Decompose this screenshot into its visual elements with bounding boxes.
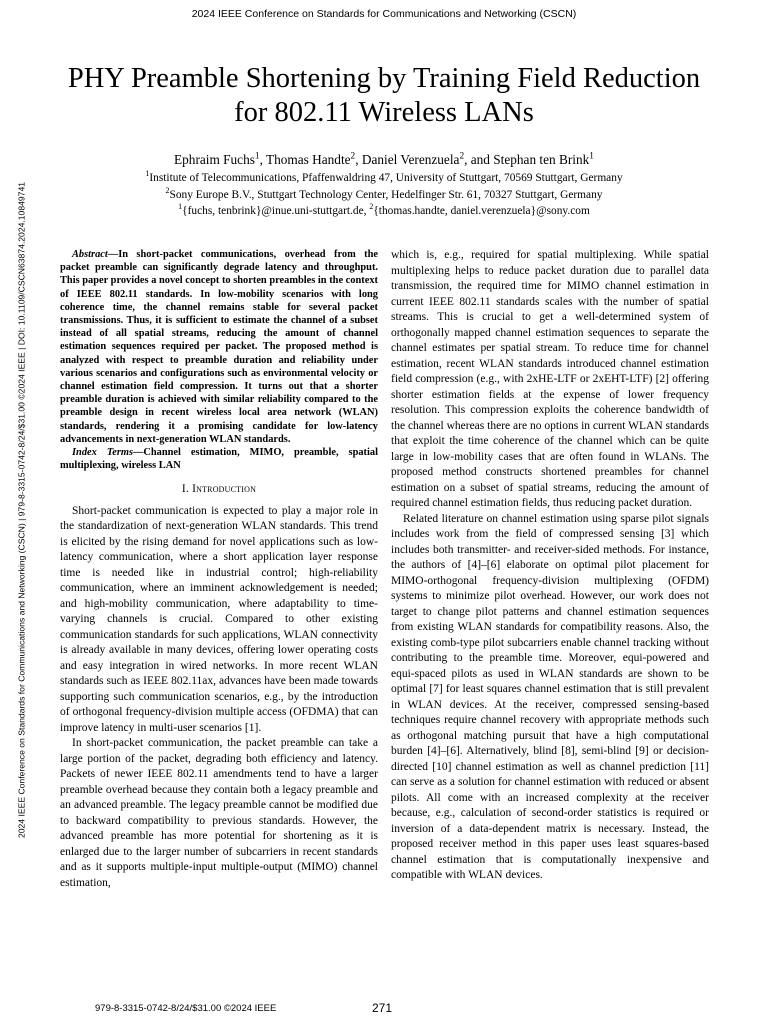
affiliation-1 <box>60 169 708 184</box>
author-sup: 1 <box>254 151 260 162</box>
intro-paragraph-2: In short-packet communication, the packet preamble can take a large portion of the packet, degrading both efficiency and latency. Packets of newer IEEE 802.11 amendments tend to have a larger preamble overhead because they contain both a legacy preamble and an advanced preamble. The legacy preamble cannot be modified due to backward compatibility to previous standards. However, the advanced preamble has more potential for shortening as it is enlarged due to the larger number of subcarriers in recent standards and as it supports multiple-input multiple-output (MIMO) channel estimation, <box>60 737 378 889</box>
author-sup: 1 <box>589 151 594 162</box>
intro-paragraph-1: Short-packet communication is expected to play a major role in the standardization of next-generation WLAN standards. This trend is elicited by the rising demand for novel applications such as low-latency communication, where a short application layer response time is needed like in industrial control; high-reliability communication, where an imminent acknowledgement is needed; and high-mobility communication, where adaptability to time-varying channels is crucial. Compared to other existing communication standards for such applications, WLAN connectivity is already available in many devices, offering lower operating costs and easy integration in wired networks. In more recent WLAN standards such as IEEE 802.11ax, advances have been made towards supporting such communication scenarios, e.g., by the introduction of orthogonal frequency-division multiple access (OFDMA) that can improve latency in multi-user scenarios [1]. <box>60 504 378 734</box>
email-line <box>60 202 708 217</box>
author-sup: 2 <box>350 151 356 162</box>
affiliation-sup: 2 <box>165 186 170 196</box>
paper-title: PHY Preamble Shortening by Training Field Reduction for 802.11 Wireless LANs <box>67 63 701 128</box>
email-text: {fuchs, tenbrink}@inue.uni-stuttgart.de, <box>182 205 370 217</box>
related-work-paragraph: Related literature on channel estimation using sparse pilot signals includes work from the field of compressed sensing [3] which includes both transmitter- and receiver-sided methods. For instance, the authors of [4]–[6] elaborate on optimal pilot placement for MIMO-orthogonal frequency-division multiplexing (OFDM) systems to minimize pilot overhead. However, our work does not target to change pilot patterns and channel estimation sequences from existing WLAN standards for compatibility reasons. Also, the existing comb-type pilot subcarriers enable channel tracking without contributing to the preamble time. Moreover, equi-powered and equi-spaced pilots as used in WLAN standards are shown to be optimal [7] for least squares channel estimation that is still prevalent in WLAN devices. At the receiver, compressed sensing-based techniques require channel recovery with appropriate methods such as orthogonal matching pursuit that have a high computational burden [4]–[6]. Alternatively, blind [8], semi-blind [9] or decision-directed [10] channel estimation as well as channel prediction [11] can serve as a solution for channel estimation with reduced or absent pilots. All come with an increased complexity at the receiver because, e.g., calculation of second-order statistics is required or inversion of a data-dependent matrix is necessary. Instead, the proposed receiver method in this paper uses least squares-based channel estimation that is computationally inexpensive and compatible with WLAN devices. <box>391 512 709 881</box>
side-note <box>14 150 28 875</box>
index-terms <box>60 446 378 472</box>
abstract-label: Abstract <box>72 249 108 260</box>
author-name: , Daniel Verenzuela <box>355 152 460 167</box>
author-list <box>60 152 708 168</box>
affiliation-sup: 1 <box>145 169 150 179</box>
left-column <box>60 248 378 891</box>
author-name: , Thomas Handte <box>259 152 351 167</box>
page-number: 271 <box>372 1001 393 1015</box>
author-name: Ephraim Fuchs <box>174 152 255 167</box>
email-sup: 1 <box>178 202 183 212</box>
side-note-text: 2024 IEEE Conference on Standards for Communications and Networking (CSCN) | 979-8-3315-0742-8/24/$31.00 ©2024 IEEE | DOI: 10.1109/CSCN63874.2024.10849741 <box>16 181 27 839</box>
affiliation-2 <box>60 186 708 201</box>
right-column <box>391 248 709 884</box>
abstract <box>60 248 378 446</box>
section-title: Introduction <box>192 483 257 496</box>
footer-copyright: 979-8-3315-0742-8/24/$31.00 ©2024 IEEE <box>95 1003 277 1014</box>
affiliation-text: Sony Europe B.V., Stuttgart Technology Center, Hedelfinger Str. 61, 70327 Stuttgart, Germany <box>169 189 603 201</box>
section-heading-introduction <box>60 482 378 498</box>
conference-header: 2024 IEEE Conference on Standards for Communications and Networking (CSCN) <box>191 8 577 20</box>
affiliation-text: Institute of Telecommunications, Pfaffenwaldring 47, University of Stuttgart, 70569 Stuttgart, Germany <box>149 172 623 184</box>
email-text: {thomas.handte, daniel.verenzuela}@sony.com <box>373 205 590 217</box>
abstract-text: —In short-packet communications, overhead from the packet preamble can significantly degrade latency and throughput. This paper provides a novel concept to shorten preambles in the context of IEEE 802.11 standards. In low-mobility scenarios with long coherence time, the channel remains stable for several packet transmissions. Thus, it is sufficient to estimate the channel of a subset instead of all spatial streams, reducing the amount of channel estimation sequences required per packet. The proposed method is analyzed with respect to preamble duration and reliability under various scenarios and configurations such as environmental velocity or channel estimation field compression. It turns out that a shorter preamble duration is achieved with similar reliability compared to the preamble design in recent wireless local area network (WLAN) standards, rendering it a promising candidate for low-latency advancements in next-generation WLAN standards. <box>60 249 378 445</box>
intro-paragraph-3: which is, e.g., required for spatial multiplexing. While spatial multiplexing helps to reduce packet duration due to parallel data transmission, the required time for MIMO channel estimation in current IEEE 802.11 standards scales with the number of spatial streams. This is crucial to get a well-determined system of orthogonally mapped channel estimation sequences to separate the channel estimates per spatial stream. To reduce time for channel estimation, recent WLAN standards introduced channel estimation field compression (e.g., with 2xHE-LTF or 2xEHT-LTF) [2] offering shorter estimation fields at the expense of lower frequency resolution. This compression exploits the coherence bandwidth of the channel whereas there are no options in current WLAN standards that exploit the time coherence of the channel which can be quite large in low-mobility cases that are often found in WLANs. The proposed method constructs shortened preambles for channel estimation on a subset of spatial streams, reducing the amount of required channel estimation fields, thus reducing packet duration. <box>391 249 709 509</box>
email-sup: 2 <box>369 202 374 212</box>
author-name: , and Stephan ten Brink <box>464 152 590 167</box>
index-terms-label: Index Terms <box>72 447 133 459</box>
index-terms-text: —Channel estimation, MIMO, preamble, spatial multiplexing, wireless LAN <box>60 447 378 472</box>
section-number: I. <box>181 483 193 496</box>
author-sup: 2 <box>459 151 465 162</box>
